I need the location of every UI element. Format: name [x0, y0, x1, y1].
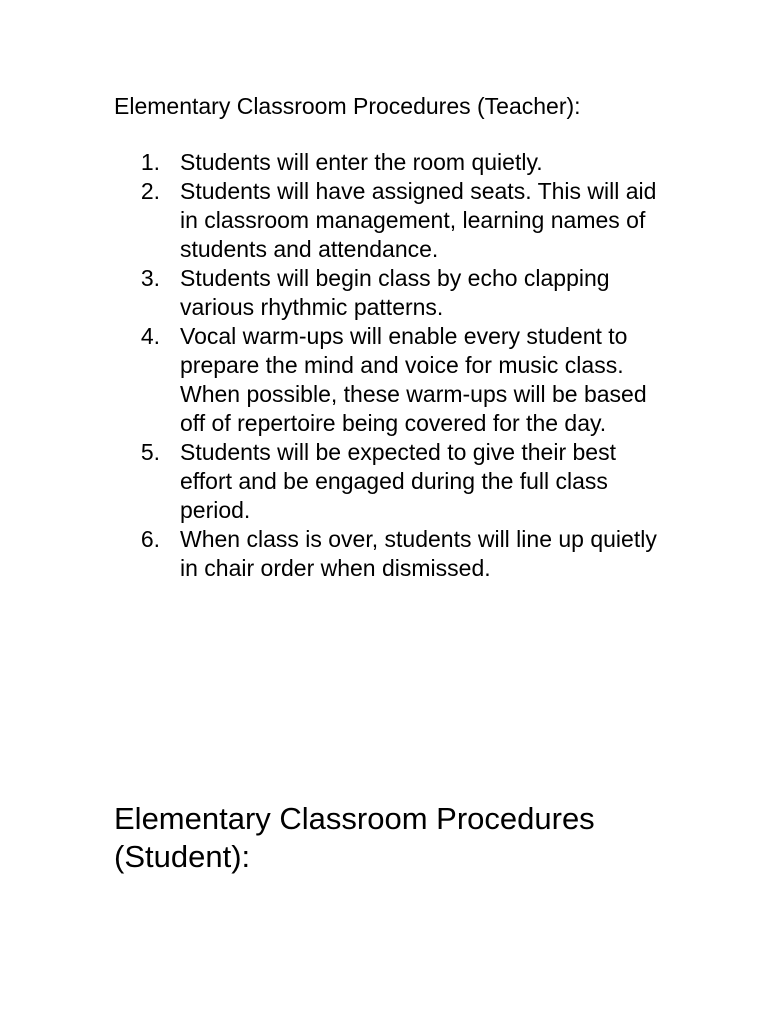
procedure-number: 6. — [140, 526, 160, 552]
procedure-text: When class is over, students will line up quietly in chair order when dismissed. — [180, 526, 657, 581]
student-procedures-heading: Elementary Classroom Procedures (Student): — [114, 801, 595, 874]
procedure-number: 2. — [140, 178, 160, 204]
procedure-text: Students will have assigned seats. This will aid in classroom management, learning names of students and attendance. — [180, 178, 657, 262]
procedure-number: 3. — [140, 265, 160, 291]
teacher-procedures-list — [114, 148, 674, 583]
procedure-text: Students will be expected to give their best effort and be engaged during the full class period. — [180, 439, 616, 523]
procedure-text: Students will enter the room quietly. — [180, 149, 543, 175]
procedure-item — [114, 322, 674, 438]
procedure-number: 4. — [140, 323, 160, 349]
procedure-number: 1. — [140, 149, 160, 175]
procedure-text: Vocal warm-ups will enable every student to prepare the mind and voice for music class. When possible, these warm-ups will be based off of repertoire being covered for the day. — [180, 323, 647, 436]
procedure-item — [114, 148, 674, 177]
procedure-item — [114, 438, 674, 525]
teacher-procedures-heading: Elementary Classroom Procedures (Teacher): — [114, 93, 581, 119]
procedure-item — [114, 525, 674, 583]
procedure-text: Students will begin class by echo clapping various rhythmic patterns. — [180, 265, 610, 320]
procedure-number: 5. — [140, 439, 160, 465]
procedure-item — [114, 177, 674, 264]
procedure-item — [114, 264, 674, 322]
